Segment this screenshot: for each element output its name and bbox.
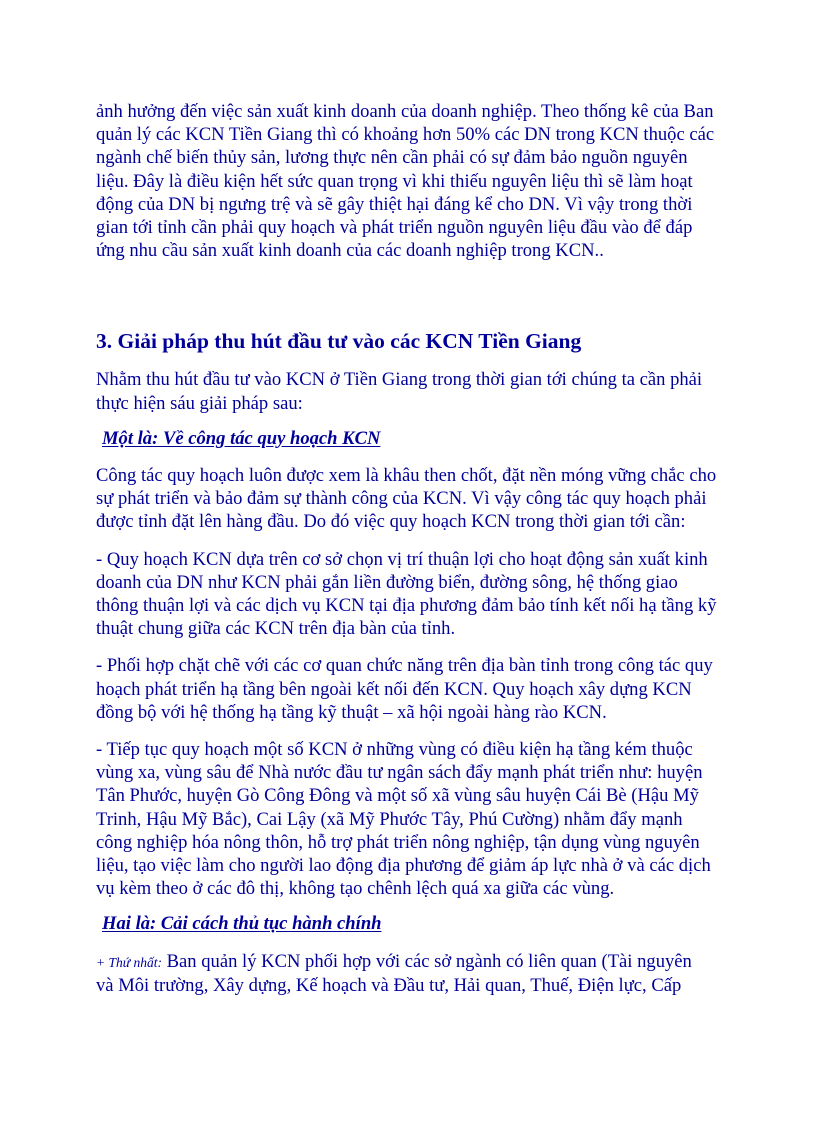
section-lead-paragraph: Nhằm thu hút đầu tư vào KCN ở Tiền Giang trong thời gian tới chúng ta cần phải thực hiện sáu giải pháp sau: — [96, 369, 703, 414]
first-point-label: + Thứ nhất: — [96, 954, 162, 970]
subheading-planning: Một là: Về công tác quy hoạch KCN — [102, 427, 381, 449]
section-heading: 3. Giải pháp thu hút đầu tư vào các KCN Tiền Giang — [96, 329, 582, 354]
planning-paragraph: Công tác quy hoạch luôn được xem là khâu then chốt, đặt nền móng vững chắc cho sự phát triển và bảo đảm sự thành công của KCN. Vì vậy công tác quy hoạch phải được tỉnh đặt lên hàng đầu. Do đó việc quy hoạch KCN trong thời gian tới cần: — [96, 465, 717, 533]
planning-bullet-3: - Tiếp tục quy hoạch một số KCN ở những vùng có điều kiện hạ tầng kém thuộc vùng xa, vùng sâu để Nhà nước đầu tư ngân sách đẩy mạnh phát triển như: huyện Tân Phước, huyện Gò Công Đông và một số xã vùng sâu huyện Cái Bè (Hậu Mỹ Trinh, Hậu Mỹ Bắc), Cai Lậy (xã Mỹ Phước Tây, Phú Cường) nhằm đẩy mạnh công nghiệp hóa nông thôn, hỗ trợ phát triển nông nghiệp, tận dụng vùng nguyên liệu, tạo việc làm cho người lao động địa phương để giảm áp lực nhà ở và các dịch vụ kèm theo ở các đô thị, không tạo chênh lệch quá xa giữa các vùng. — [96, 739, 711, 900]
first-point-text: Ban quản lý KCN phối hợp với các sở ngành có liên quan (Tài nguyên và Môi trường, Xây dựng, Kế hoạch và Đầu tư, Hải quan, Thuế, Điện lực, Cấp — [96, 950, 692, 996]
first-point-paragraph — [96, 950, 736, 997]
intro-paragraph: ảnh hưởng đến việc sản xuất kinh doanh của doanh nghiệp. Theo thống kê của Ban quản lý các KCN Tiền Giang thì có khoảng hơn 50% các DN trong KCN thuộc các ngành chế biến thủy sản, lương thực nên cần phải có sự đảm bảo nguồn nguyên liệu. Đây là điều kiện hết sức quan trọng vì khi thiếu nguyên liệu thì sẽ làm hoạt động của DN bị ngưng trệ và sẽ gây thiệt hại đáng kể cho DN. Vì vậy trong thời gian tới tỉnh cần phải quy hoạch và phát triển nguồn nguyên liệu đầu vào để đáp ứng nhu cầu sản xuất kinh doanh của các doanh nghiệp trong KCN.. — [96, 101, 715, 262]
subheading-admin-reform: Hai là: Cải cách thủ tục hành chính — [102, 913, 382, 935]
document-page — [96, 100, 736, 997]
planning-bullet-2: - Phối hợp chặt chẽ với các cơ quan chức năng trên địa bàn tỉnh trong công tác quy hoạch phát triển hạ tầng bên ngoài kết nối đến KCN. Quy hoạch xây dựng KCN đồng bộ với hệ thống hạ tầng kỹ thuật – xã hội ngoài hàng rào KCN. — [96, 655, 713, 723]
planning-bullet-1: - Quy hoạch KCN dựa trên cơ sở chọn vị trí thuận lợi cho hoạt động sản xuất kinh doanh của DN như KCN phải gắn liền đường biển, đường sông, hệ thống giao thông thuận lợi và các dịch vụ KCN tại địa phương đảm bảo tính kết nối hạ tầng kỹ thuật chung giữa các KCN trên địa bàn của tỉnh. — [96, 548, 717, 640]
